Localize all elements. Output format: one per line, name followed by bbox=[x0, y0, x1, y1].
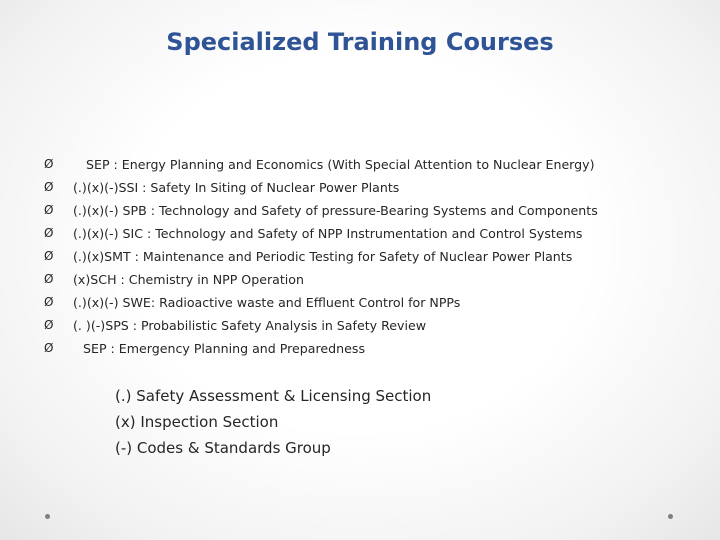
course-text: (.)(x)(-) SIC : Technology and Safety of NPP Instrumentation and Control Systems bbox=[73, 226, 583, 241]
arrow-bullet-icon: Ø bbox=[44, 249, 54, 263]
list-item bbox=[44, 268, 684, 291]
legend-item-assessment-licensing: (.) Safety Assessment & Licensing Section bbox=[115, 387, 432, 405]
corner-dot-icon bbox=[45, 514, 50, 519]
course-text: (. )(-)SPS : Probabilistic Safety Analysis in Safety Review bbox=[73, 318, 427, 333]
list-item bbox=[44, 222, 684, 245]
arrow-bullet-icon: Ø bbox=[44, 272, 54, 286]
course-text: SEP : Emergency Planning and Preparedness bbox=[83, 341, 366, 356]
course-text: (.)(x)(-) SPB : Technology and Safety of pressure-Bearing Systems and Components bbox=[73, 203, 598, 218]
arrow-bullet-icon: Ø bbox=[44, 180, 54, 194]
course-list bbox=[44, 153, 684, 360]
legend-item-codes-standards: (-) Codes & Standards Group bbox=[115, 439, 331, 457]
list-item bbox=[44, 199, 684, 222]
arrow-bullet-icon: Ø bbox=[44, 295, 54, 309]
course-text: (.)(x)(-)SSI : Safety In Siting of Nuclear Power Plants bbox=[73, 180, 400, 195]
list-item bbox=[44, 153, 684, 176]
section-legend bbox=[115, 383, 431, 461]
course-text: (.)(x)SMT : Maintenance and Periodic Testing for Safety of Nuclear Power Plants bbox=[73, 249, 573, 264]
course-text: SEP : Energy Planning and Economics (With Special Attention to Nuclear Energy) bbox=[86, 157, 595, 172]
slide-title: Specialized Training Courses bbox=[166, 28, 554, 56]
arrow-bullet-icon: Ø bbox=[44, 226, 54, 240]
arrow-bullet-icon: Ø bbox=[44, 157, 54, 171]
arrow-bullet-icon: Ø bbox=[44, 318, 54, 332]
arrow-bullet-icon: Ø bbox=[44, 341, 54, 355]
corner-dot-icon bbox=[668, 514, 673, 519]
list-item bbox=[44, 337, 684, 360]
list-item bbox=[44, 314, 684, 337]
list-item bbox=[44, 291, 684, 314]
legend-item-inspection: (x) Inspection Section bbox=[115, 413, 279, 431]
course-text: (x)SCH : Chemistry in NPP Operation bbox=[73, 272, 304, 287]
course-text: (.)(x)(-) SWE: Radioactive waste and Effluent Control for NPPs bbox=[73, 295, 461, 310]
list-item bbox=[44, 245, 684, 268]
arrow-bullet-icon: Ø bbox=[44, 203, 54, 217]
list-item bbox=[44, 176, 684, 199]
